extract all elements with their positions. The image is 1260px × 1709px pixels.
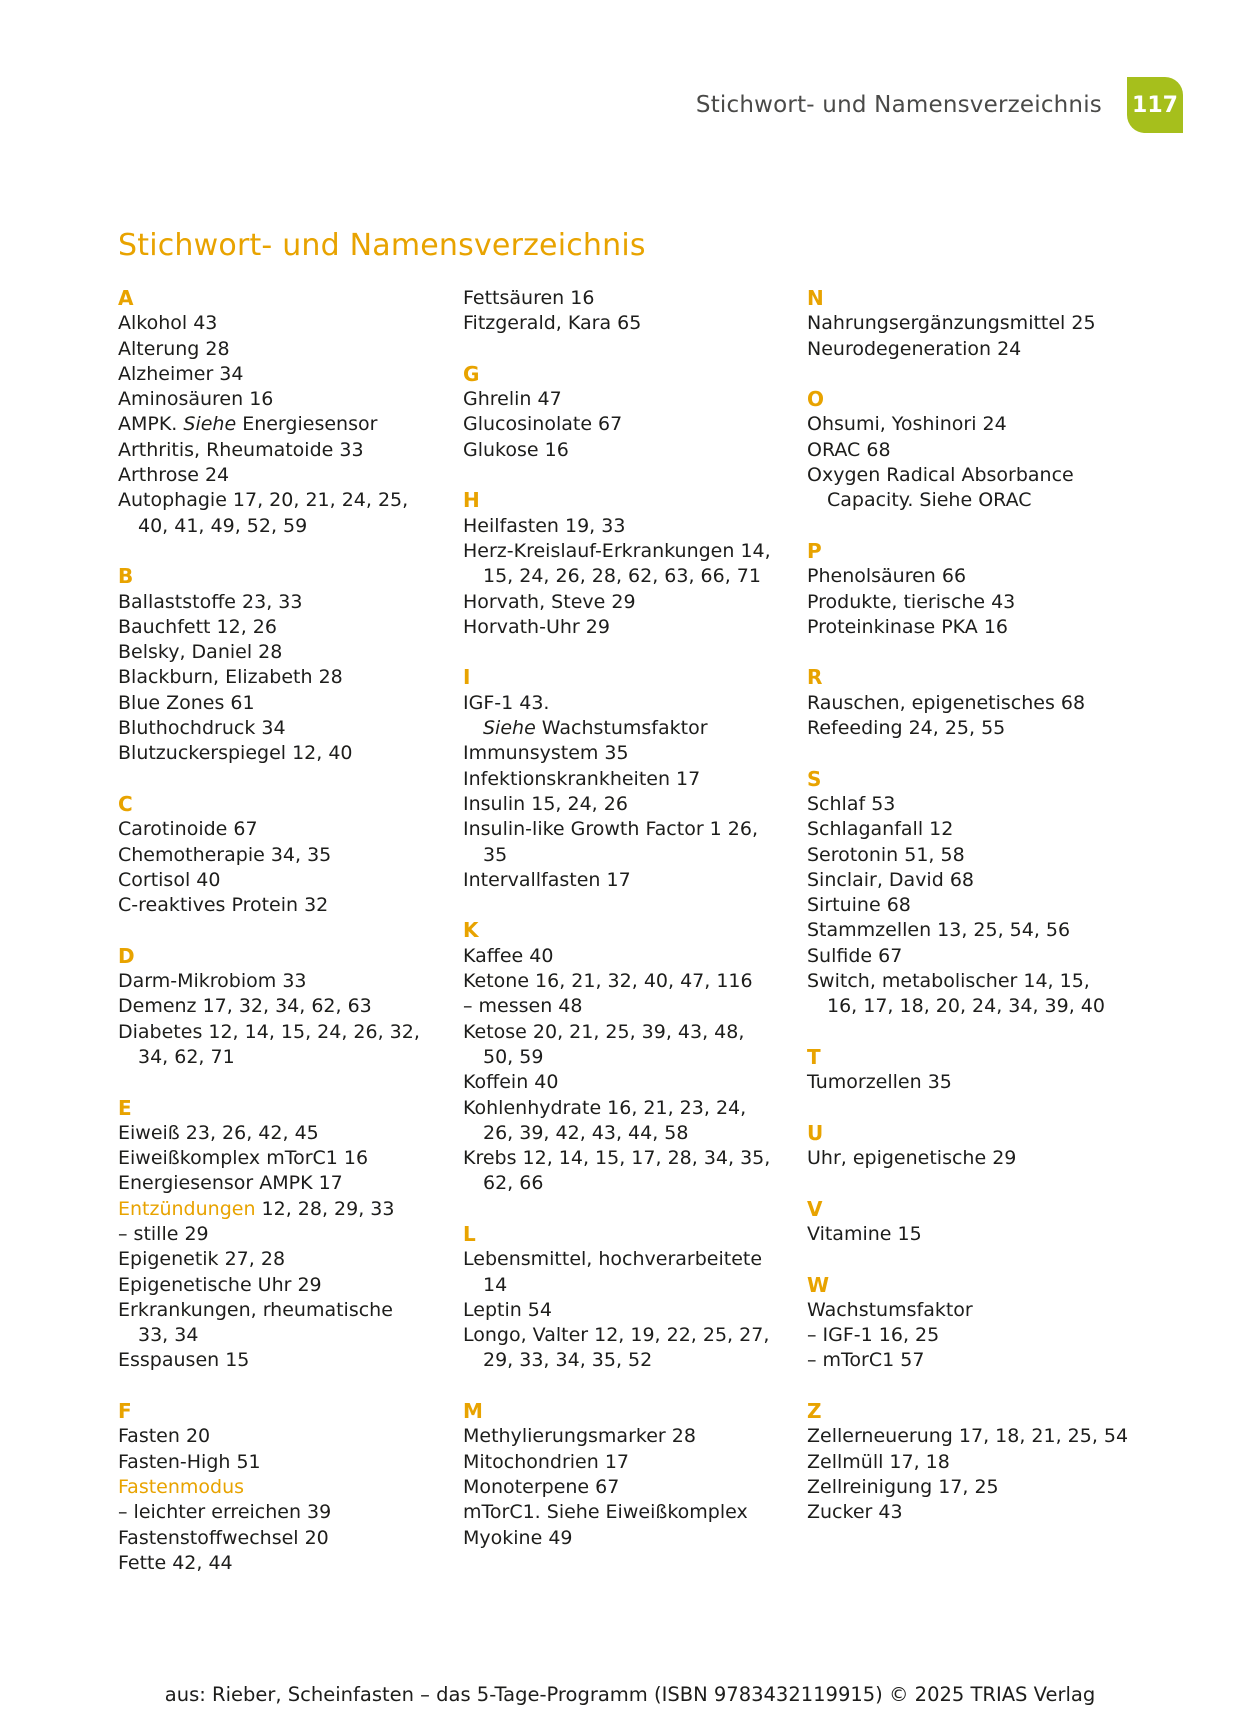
index-entry [118, 691, 448, 716]
index-letter-heading: D [118, 943, 135, 968]
index-entry [118, 817, 448, 842]
section-spacer [463, 893, 798, 918]
section-spacer [807, 1374, 1117, 1399]
index-entry-text: Cortisol 40 [118, 868, 221, 891]
index-entry-text: Stammzellen 13, 25, 54, 56 [807, 919, 1071, 942]
index-entry [807, 438, 1117, 463]
section-spacer [807, 1096, 1117, 1121]
index-entry-text: 15, 24, 26, 28, 62, 63, 66, 71 [483, 565, 761, 588]
index-entry-continuation [118, 1323, 448, 1348]
index-entry [118, 463, 448, 488]
index-entry-text: 29, 33, 34, 35, 52 [483, 1349, 653, 1372]
index-entry-text: Uhr, epigenetische 29 [807, 1147, 1017, 1170]
index-entry [463, 514, 798, 539]
index-letter-heading: T [807, 1044, 821, 1069]
page-number-badge: 117 [1127, 77, 1183, 133]
index-letter-heading: A [118, 286, 134, 310]
index-entry-text: Energiesensor AMPK 17 [118, 1172, 343, 1195]
index-entry-text: ORAC 68 [807, 438, 891, 461]
index-entry-text: Erkrankungen, rheumatische [118, 1298, 393, 1321]
index-entry-text: Rauschen, epigenetisches 68 [807, 691, 1086, 714]
index-letter-heading: E [118, 1095, 132, 1120]
index-entry [118, 1222, 448, 1247]
index-entry-text: Zellreinigung 17, 25 [807, 1475, 999, 1498]
index-letter-heading: O [807, 387, 825, 412]
index-entry [118, 994, 448, 1019]
index-entry [807, 1424, 1129, 1449]
index-entry [807, 1146, 1117, 1171]
index-entry-text: Fasten 20 [118, 1425, 211, 1448]
index-entry [118, 387, 448, 412]
index-entry-text: Heilfasten 19, 33 [463, 514, 626, 537]
index-entry-text: 34, 62, 71 [138, 1045, 235, 1068]
index-entry-text: 33, 34 [138, 1324, 199, 1347]
index-letter-heading: U [807, 1120, 824, 1145]
index-entry [118, 1450, 448, 1475]
index-entry [807, 564, 1117, 589]
index-column-3 [807, 286, 1129, 1526]
index-entry-text: 50, 59 [483, 1045, 544, 1068]
index-entry [118, 311, 448, 336]
index-entry-text: Fastenstoffwechsel 20 [118, 1526, 329, 1549]
index-entry-text: Fasten-High 51 [118, 1450, 261, 1473]
index-entry-text: Switch, metabolischer 14, 15, [807, 970, 1090, 993]
index-entry [463, 1450, 798, 1475]
index-entry [807, 412, 1117, 437]
index-entry-text: Sulfide 67 [807, 944, 903, 967]
index-entry [463, 387, 798, 412]
index-entry-text: C-reaktives Protein 32 [118, 894, 329, 917]
index-entry-text: – stille 29 [118, 1222, 209, 1245]
index-entry [807, 1323, 1117, 1348]
index-entry-text: Diabetes 12, 14, 15, 24, 26, 32, [118, 1020, 420, 1043]
index-entry-text: Bluthochdruck 34 [118, 717, 286, 740]
index-entry [118, 1121, 448, 1146]
index-entry [118, 868, 448, 893]
index-entry [463, 311, 798, 336]
section-spacer [118, 918, 448, 943]
index-entry-text: Sinclair, David 68 [807, 868, 974, 891]
index-entry-text: Monoterpene 67 [463, 1475, 620, 1498]
index-entry-highlight: Fastenmodus [118, 1475, 245, 1498]
index-entry-text: Alzheimer 34 [118, 362, 244, 385]
section-spacer [807, 1020, 1117, 1045]
index-entry-text: Ketose 20, 21, 25, 39, 43, 48, [463, 1020, 745, 1043]
index-entry-text: Horvath-Uhr 29 [463, 615, 610, 638]
index-letter-heading: Z [807, 1399, 822, 1424]
index-entry-text: 14 [483, 1273, 508, 1296]
index-entry-text: Capacity. Siehe ORAC [827, 489, 1032, 512]
index-entry-text: IGF-1 43. [463, 691, 550, 714]
index-entry-text: Belsky, Daniel 28 [118, 641, 283, 664]
section-spacer [118, 767, 448, 792]
index-entry [118, 590, 448, 615]
index-entry-text: Autophagie 17, 20, 21, 24, 25, [118, 489, 409, 512]
index-entry [807, 1450, 1117, 1475]
index-entry [807, 1475, 1117, 1500]
index-column-1 [118, 286, 448, 1576]
index-entry-text: 16, 17, 18, 20, 24, 34, 39, 40 [827, 995, 1105, 1018]
index-entry [463, 691, 798, 716]
index-entry-text: Eiweißkomplex mTorC1 16 [118, 1147, 369, 1170]
index-entry-text: Wachstumsfaktor [535, 717, 708, 740]
index-letter-heading: I [463, 665, 471, 690]
page-title: Stichwort- und Namensverzeichnis [118, 228, 646, 263]
index-entry [807, 691, 1117, 716]
index-entry-text: Longo, Valter 12, 19, 22, 25, 27, [463, 1324, 770, 1347]
index-entry [463, 1475, 798, 1500]
index-letter-heading: F [118, 1399, 132, 1424]
index-entry [118, 1020, 448, 1045]
section-spacer [807, 741, 1117, 766]
index-entry-text: – mTorC1 57 [807, 1349, 925, 1372]
index-entry-text: 26, 39, 42, 43, 44, 58 [483, 1121, 689, 1144]
index-entry-text: Leptin 54 [463, 1298, 552, 1321]
index-entry [807, 944, 1117, 969]
index-entry [463, 615, 798, 640]
index-entry [807, 893, 1117, 918]
index-entry-text: Zellmüll 17, 18 [807, 1450, 950, 1473]
index-entry [463, 969, 798, 994]
index-letter-heading: S [807, 766, 822, 791]
index-entry [463, 1020, 798, 1045]
index-entry-text: Fette 42, 44 [118, 1551, 233, 1574]
index-entry [463, 994, 798, 1019]
index-entry [807, 969, 1117, 994]
section-spacer [807, 640, 1117, 665]
index-column-2 [463, 286, 798, 1551]
index-entry-text: 12, 28, 29, 33 [255, 1197, 395, 1220]
index-entry-text: 35 [483, 843, 508, 866]
index-entry-text: Blackburn, Elizabeth 28 [118, 666, 343, 689]
index-entry-text: Schlaf 53 [807, 792, 896, 815]
index-entry [463, 1070, 798, 1095]
section-spacer [463, 337, 798, 362]
section-spacer [807, 514, 1117, 539]
index-entry-text: 40, 41, 49, 52, 59 [138, 514, 308, 537]
index-entry-text: Tumorzellen 35 [807, 1071, 952, 1094]
index-entry [807, 1070, 1117, 1095]
index-entry-continuation [118, 514, 448, 539]
index-entry-text: Horvath, Steve 29 [463, 590, 636, 613]
index-entry-text: Insulin 15, 24, 26 [463, 792, 628, 815]
index-entry-text: Intervallfasten 17 [463, 868, 631, 891]
index-entry [807, 868, 1117, 893]
index-entry-text: Alkohol 43 [118, 312, 218, 335]
index-entry [118, 1146, 448, 1171]
index-entry [463, 1323, 798, 1348]
index-entry [118, 716, 448, 741]
index-entry-text: Energiesensor [236, 413, 378, 436]
index-entry-text: Insulin-like Growth Factor 1 26, [463, 818, 759, 841]
index-entry [463, 944, 798, 969]
index-entry-text: Produkte, tierische 43 [807, 590, 1016, 613]
index-entry-text: Phenolsäuren 66 [807, 565, 967, 588]
index-entry-text: Oxygen Radical Absorbance [807, 464, 1074, 487]
index-entry [118, 362, 448, 387]
index-entry [807, 590, 1117, 615]
section-spacer [807, 362, 1117, 387]
index-entry-text: Serotonin 51, 58 [807, 843, 965, 866]
index-entry [807, 615, 1117, 640]
index-entry [118, 337, 448, 362]
index-entry-continuation [463, 1045, 798, 1070]
index-entry-text: AMPK. [118, 413, 184, 436]
index-entry-text: Kohlenhydrate 16, 21, 23, 24, [463, 1096, 747, 1119]
index-entry-text: Kaffee 40 [463, 944, 554, 967]
index-entry [463, 1500, 798, 1525]
index-letter-heading: W [807, 1272, 830, 1297]
index-entry-text: – messen 48 [463, 995, 583, 1018]
index-entry-text: Bauchfett 12, 26 [118, 615, 277, 638]
index-entry-text: Glukose 16 [463, 438, 569, 461]
index-entry-continuation [463, 1121, 798, 1146]
index-entry-text: Zucker 43 [807, 1501, 903, 1524]
section-spacer [118, 1070, 448, 1095]
index-entry [118, 1500, 448, 1525]
index-entry [118, 615, 448, 640]
index-entry [118, 1526, 448, 1551]
index-letter-heading: V [807, 1196, 823, 1221]
index-entry-text: Schlaganfall 12 [807, 818, 954, 841]
index-entry [118, 1197, 448, 1222]
index-entry [807, 792, 1117, 817]
index-entry [118, 1247, 448, 1272]
index-entry [118, 640, 448, 665]
index-entry-text: Neurodegeneration 24 [807, 337, 1022, 360]
index-entry-text: Fitzgerald, Kara 65 [463, 312, 642, 335]
index-entry [463, 1526, 798, 1551]
index-entry-continuation [807, 488, 1117, 513]
index-entry [463, 412, 798, 437]
index-entry [118, 665, 448, 690]
index-entry-text: Sirtuine 68 [807, 894, 911, 917]
index-entry-text: Blutzuckerspiegel 12, 40 [118, 742, 353, 765]
index-entry-text: Demenz 17, 32, 34, 62, 63 [118, 995, 372, 1018]
index-entry [807, 311, 1117, 336]
index-entry-text: Esspausen 15 [118, 1349, 250, 1372]
index-entry [807, 918, 1117, 943]
index-letter-heading: G [463, 361, 480, 386]
index-entry-text: Arthritis, Rheumatoide 33 [118, 438, 364, 461]
index-entry [118, 1475, 448, 1500]
index-entry [463, 868, 798, 893]
index-entry-text: Arthrose 24 [118, 464, 230, 487]
index-letter-heading: R [807, 665, 823, 690]
index-entry-text: Ballaststoffe 23, 33 [118, 590, 303, 613]
index-entry-text: Aminosäuren 16 [118, 388, 274, 411]
index-entry [807, 1298, 1117, 1323]
index-entry [118, 1171, 448, 1196]
index-entry [463, 1424, 798, 1449]
index-entry-text: Zellerneuerung 17, 18, 21, 25, 54 [807, 1425, 1129, 1448]
index-entry-continuation [463, 564, 798, 589]
index-entry-text: Ohsumi, Yoshinori 24 [807, 413, 1007, 436]
index-entry [463, 1247, 798, 1272]
index-entry [807, 843, 1117, 868]
index-entry [807, 1348, 1117, 1373]
index-letter-heading: P [807, 538, 822, 563]
index-entry-text: Carotinoide 67 [118, 818, 258, 841]
index-entry-text: – leichter erreichen 39 [118, 1501, 332, 1524]
index-letter-heading: N [807, 286, 824, 310]
index-entry-text: Immunsystem 35 [463, 742, 629, 765]
index-entry-text: Infektionskrankheiten 17 [463, 767, 701, 790]
index-entry [463, 741, 798, 766]
index-letter-heading: M [463, 1399, 483, 1424]
index-entry [118, 1424, 448, 1449]
index-letter-heading: B [118, 564, 134, 589]
index-entry [807, 716, 1117, 741]
index-entry [807, 817, 1117, 842]
index-entry-text: Siehe [183, 413, 237, 436]
index-entry [807, 337, 1117, 362]
index-entry [463, 1146, 798, 1171]
index-entry-text: Proteinkinase PKA 16 [807, 615, 1008, 638]
index-entry-text: Lebensmittel, hochverarbeitete [463, 1248, 763, 1271]
index-entry [463, 1298, 798, 1323]
index-entry [118, 741, 448, 766]
index-entry-text: Alterung 28 [118, 337, 230, 360]
index-entry-text: Nahrungsergänzungsmittel 25 [807, 312, 1096, 335]
source-footer: aus: Rieber, Scheinfasten – das 5-Tage-Programm (ISBN 9783432119915) © 2025 TRIAS Verlag [164, 1683, 1096, 1706]
index-entry-text: Siehe [483, 717, 536, 740]
index-entry-continuation [463, 843, 798, 868]
section-spacer [118, 1374, 448, 1399]
index-entry [118, 843, 448, 868]
index-entry [118, 1551, 448, 1576]
section-spacer [807, 1247, 1117, 1272]
index-entry-continuation [463, 1348, 798, 1373]
index-letter-heading: H [463, 488, 480, 513]
index-entry-text: Epigenetik 27, 28 [118, 1248, 286, 1271]
index-entry [463, 539, 798, 564]
index-entry [118, 969, 448, 994]
index-letter-heading: C [118, 791, 133, 816]
index-entry-text: Fettsäuren 16 [463, 287, 595, 309]
index-entry [463, 438, 798, 463]
index-entry [463, 590, 798, 615]
index-entry [463, 1096, 798, 1121]
index-entry [807, 463, 1117, 488]
section-spacer [118, 539, 448, 564]
index-entry-text: Mitochondrien 17 [463, 1450, 629, 1473]
index-entry-continuation [118, 1045, 448, 1070]
index-entry-text: Refeeding 24, 25, 55 [807, 717, 1006, 740]
index-entry-text: Eiweiß 23, 26, 42, 45 [118, 1121, 319, 1144]
index-entry-highlight: Entzündungen [118, 1197, 256, 1220]
index-entry-text: Glucosinolate 67 [463, 413, 623, 436]
index-entry [118, 438, 448, 463]
index-entry-continuation [807, 994, 1117, 1019]
index-entry [118, 488, 448, 513]
index-entry-text: – IGF-1 16, 25 [807, 1324, 940, 1347]
index-entry-text: Myokine 49 [463, 1526, 573, 1549]
section-spacer [463, 1374, 798, 1399]
index-entry-text: Blue Zones 61 [118, 691, 255, 714]
section-spacer [463, 1197, 798, 1222]
index-entry-text: Herz-Kreislauf-Erkrankungen 14, [463, 539, 771, 562]
section-spacer [463, 463, 798, 488]
section-spacer [807, 1171, 1117, 1196]
index-entry [463, 792, 798, 817]
index-entry [463, 767, 798, 792]
index-entry [807, 1500, 1117, 1525]
index-entry-text: Koffein 40 [463, 1071, 559, 1094]
index-letter-heading: L [463, 1221, 476, 1246]
index-entry-continuation [463, 716, 798, 741]
index-entry [463, 286, 798, 311]
index-entry [118, 1298, 448, 1323]
index-entry-continuation [463, 1171, 798, 1196]
index-entry-text: Ketone 16, 21, 32, 40, 47, 116 [463, 970, 753, 993]
index-entry-text: mTorC1. Siehe Eiweißkomplex [463, 1501, 748, 1524]
index-letter-heading: K [463, 918, 479, 943]
index-entry-text: 62, 66 [483, 1172, 544, 1195]
index-entry [463, 817, 798, 842]
index-entry-text: Darm-Mikrobiom 33 [118, 970, 307, 993]
index-entry-continuation [463, 1273, 798, 1298]
index-entry-text: Ghrelin 47 [463, 388, 562, 411]
index-entry [807, 1222, 1117, 1247]
index-entry-text: Vitamine 15 [807, 1222, 922, 1245]
section-spacer [463, 640, 798, 665]
index-entry [118, 412, 448, 437]
index-entry-text: Chemotherapie 34, 35 [118, 843, 332, 866]
index-entry-text: Methylierungsmarker 28 [463, 1425, 696, 1448]
index-entry [118, 1273, 448, 1298]
index-entry [118, 1348, 448, 1373]
index-entry-text: Wachstumsfaktor [807, 1298, 973, 1321]
index-entry-text: Epigenetische Uhr 29 [118, 1273, 322, 1296]
index-entry-text: Krebs 12, 14, 15, 17, 28, 34, 35, [463, 1147, 771, 1170]
index-entry [118, 893, 448, 918]
running-header: Stichwort- und Namensverzeichnis [695, 92, 1102, 118]
